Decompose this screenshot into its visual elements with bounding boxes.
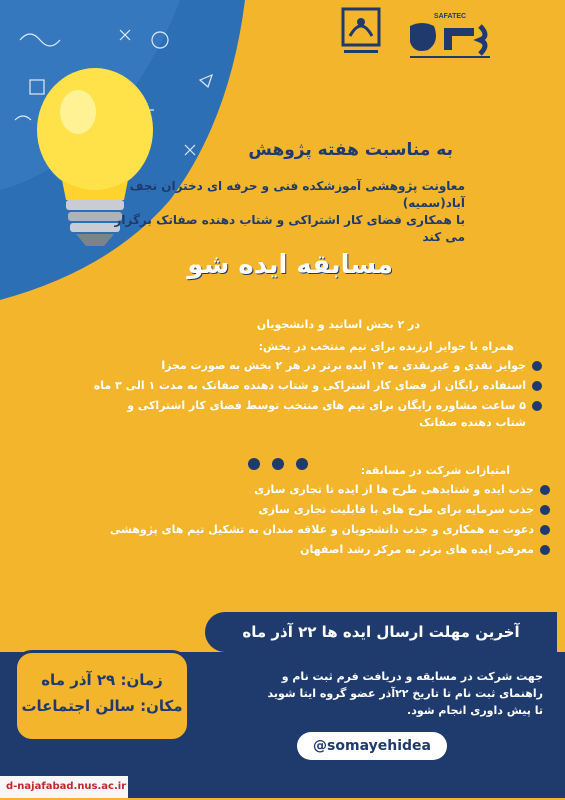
time-place-card <box>14 650 190 742</box>
bullet-icon <box>540 485 550 495</box>
advantage-text: معرفی ایده های برتر به مرکز رشد اصفهان <box>300 543 534 556</box>
competition-title: مسابقه ایده شو <box>187 250 393 280</box>
deadline-banner: آخرین مهلت ارسال ایده ها ۲۲ آذر ماه <box>205 612 557 652</box>
list-item <box>10 541 550 558</box>
advantages-heading: امتیازات شرکت در مسابقه: <box>360 464 510 477</box>
list-item <box>10 521 550 538</box>
list-item <box>10 501 550 518</box>
svg-text:SAFATEC: SAFATEC <box>433 13 467 20</box>
bullet-icon <box>540 525 550 535</box>
list-item <box>22 357 542 374</box>
list-item <box>22 377 542 394</box>
bullet-icon <box>540 545 550 555</box>
advantage-text: دعوت به همکاری و جذب دانشجویان و علاقه مندان به تشکیل تیم های پژوهشی <box>109 523 534 536</box>
prizes-section <box>22 340 542 434</box>
registration-info <box>203 668 543 719</box>
bullet-icon <box>532 381 542 391</box>
bullet-icon <box>532 401 542 411</box>
advantage-text: جذب ایده و شتابدهی طرح ها از ایده تا تجاری سازی <box>254 483 534 496</box>
prize-text: استفاده رایگان از فضای کار اشتراکی و شتاب دهنده صفاتک به مدت ۱ الی ۳ ماه <box>93 379 526 392</box>
registration-line: جهت شرکت در مسابقه و دریافت فرم ثبت نام و <box>281 670 543 683</box>
website-url[interactable]: d-najafabad.nus.ac.ir <box>0 776 128 798</box>
sections-line: در ۲ بخش اساتید و دانشجویان <box>256 318 420 331</box>
headline: به مناسبت هفته پژوهش <box>248 140 453 160</box>
prize-text: ۵ ساعت مشاوره رایگان برای تیم های منتخب توسط فضای کار اشتراکی و شتاب دهنده صفاتک <box>127 399 526 429</box>
university-emblem-icon <box>340 6 382 58</box>
registration-line: راهنمای ثبت نام تا تاریخ ۲۲آذر عضو گروه ایتا شوید <box>267 687 543 700</box>
intro-line: معاونت پژوهشی آموزشکده فنی و حرفه ای دختران نجف آباد(سمیه) <box>129 179 465 210</box>
advantages-section <box>10 464 550 561</box>
bullet-icon <box>540 505 550 515</box>
registration-line: تا پیش داوری انجام شود. <box>407 704 543 717</box>
prize-text: جوایز نقدی و غیرنقدی به ۱۲ ایده برتر در هر ۲ بخش به صورت مجزا <box>161 359 526 372</box>
advantage-text: جذب سرمایه برای طرح های با قابلیت تجاری سازی <box>258 503 534 516</box>
safatec-logo <box>390 8 510 63</box>
list-item <box>10 481 550 498</box>
bullet-icon <box>532 361 542 371</box>
prizes-heading: همراه با جوایز ارزنده برای تیم منتخب در بخش: <box>258 340 514 353</box>
intro-text <box>105 178 465 246</box>
event-place: مکان: سالن اجتماعات <box>21 697 183 715</box>
intro-line: با همکاری فضای کار اشتراکی و شتاب دهنده صفاتک برگزار می کند <box>114 213 465 244</box>
list-item <box>22 397 542 431</box>
event-time: زمان: ۲۹ آذر ماه <box>41 671 163 689</box>
eitaa-handle-link[interactable]: @somayehidea <box>297 732 447 760</box>
